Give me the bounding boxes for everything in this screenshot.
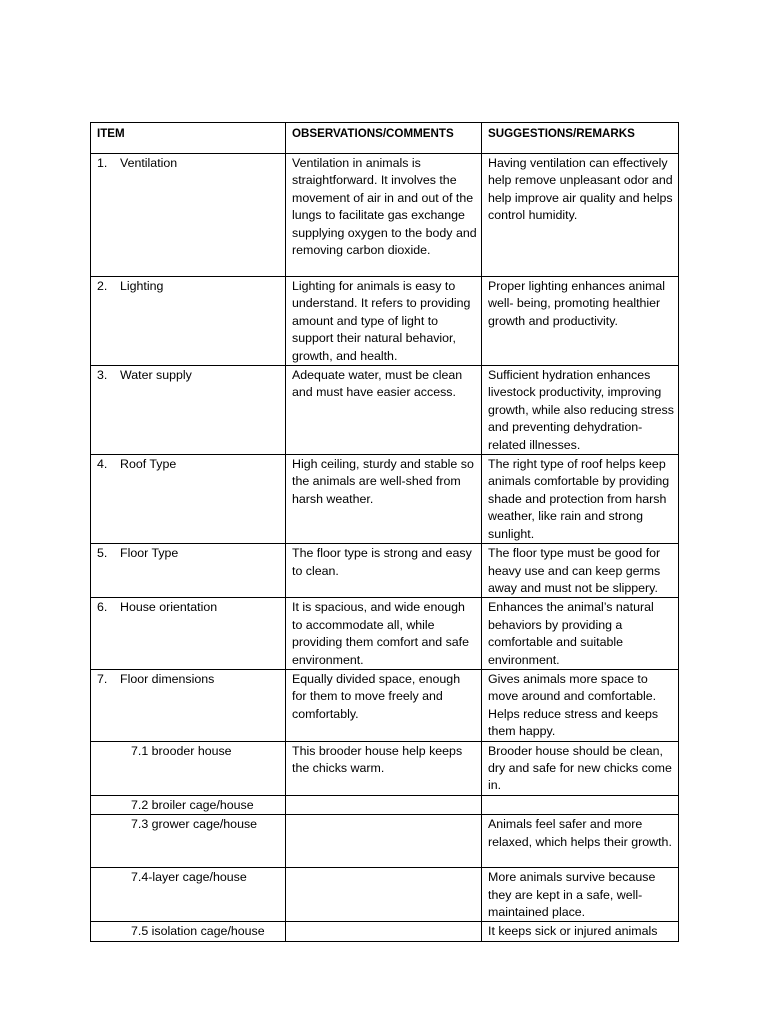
item-cell bbox=[91, 598, 286, 670]
table-row bbox=[91, 544, 679, 598]
observation-cell: High ceiling, sturdy and stable so the animals are well-shed from harsh weather. bbox=[286, 455, 482, 544]
table-row bbox=[91, 669, 679, 741]
item-number: 3. bbox=[97, 368, 108, 383]
item-cell bbox=[91, 455, 286, 544]
item-cell bbox=[91, 366, 286, 455]
sub-row bbox=[91, 868, 679, 922]
sub-item-cell: 7.3 grower cage/house bbox=[91, 815, 286, 868]
item-label: Roof Type bbox=[120, 457, 177, 472]
item-number: 4. bbox=[97, 457, 108, 472]
sub-item-cell: 7.2 broiler cage/house bbox=[91, 795, 286, 814]
item-cell bbox=[91, 544, 286, 598]
item-cell bbox=[91, 154, 286, 277]
header-item: ITEM bbox=[91, 123, 286, 154]
suggestion-cell: The floor type must be good for heavy use and can keep germs away and must not be slippery. bbox=[482, 544, 679, 598]
table-row bbox=[91, 277, 679, 366]
suggestion-cell: Animals feel safer and more relaxed, which helps their growth. bbox=[482, 815, 679, 868]
sub-item-cell: 7.4-layer cage/house bbox=[91, 868, 286, 922]
observation-cell bbox=[286, 795, 482, 814]
suggestion-cell: Brooder house should be clean, dry and safe for new chicks come in. bbox=[482, 741, 679, 795]
observation-cell: This brooder house help keeps the chicks warm. bbox=[286, 741, 482, 795]
item-label: Lighting bbox=[120, 279, 164, 293]
table-row bbox=[91, 154, 679, 277]
observation-cell: Adequate water, must be clean and must have easier access. bbox=[286, 366, 482, 455]
sub-item-cell: 7.1 brooder house bbox=[91, 741, 286, 795]
suggestion-cell: The right type of roof helps keep animals comfortable by providing shade and protection from harsh weather, like rain and strong sunlight. bbox=[482, 455, 679, 544]
item-number: 5. bbox=[97, 546, 108, 561]
header-suggestions: SUGGESTIONS/REMARKS bbox=[482, 123, 679, 154]
suggestion-cell: It keeps sick or injured animals bbox=[482, 922, 679, 941]
item-cell bbox=[91, 669, 286, 741]
table-row bbox=[91, 366, 679, 455]
item-label: Water supply bbox=[120, 368, 192, 383]
item-label: Floor dimensions bbox=[120, 671, 215, 686]
observation-cell bbox=[286, 922, 482, 941]
header-observations: OBSERVATIONS/COMMENTS bbox=[286, 123, 482, 154]
item-label: House orientation bbox=[120, 600, 218, 615]
sub-row bbox=[91, 815, 679, 868]
sub-row bbox=[91, 741, 679, 795]
observation-cell: Ventilation in animals is straightforward. It involves the movement of air in and out of the lungs to facilitate gas exchange supplying oxygen to the body and removing carbon dioxide. bbox=[286, 154, 482, 277]
inspection-table bbox=[90, 122, 679, 942]
item-cell bbox=[91, 277, 286, 366]
suggestion-cell: Gives animals more space to move around and comfortable. Helps reduce stress and keeps them happy. bbox=[482, 669, 679, 741]
observation-cell: Lighting for animals is easy to understand. It refers to providing amount and type of light to support their natural behavior, growth, and health. bbox=[286, 277, 482, 366]
header-row bbox=[91, 123, 679, 154]
suggestion-cell: Having ventilation can effectively help remove unpleasant odor and help improve air quality and helps control humidity. bbox=[482, 154, 679, 277]
suggestion-cell: Sufficient hydration enhances livestock productivity, improving growth, while also reducing stress and preventing dehydration-related illnesses. bbox=[482, 366, 679, 455]
suggestion-cell: More animals survive because they are kept in a safe, well-maintained place. bbox=[482, 868, 679, 922]
sub-row bbox=[91, 922, 679, 941]
observation-cell bbox=[286, 868, 482, 922]
sub-row bbox=[91, 795, 679, 814]
item-number: 7. bbox=[97, 671, 108, 686]
observation-cell: Equally divided space, enough for them to move freely and comfortably. bbox=[286, 669, 482, 741]
table-row bbox=[91, 455, 679, 544]
suggestion-cell: Proper lighting enhances animal well- being, promoting healthier growth and productivity. bbox=[482, 277, 679, 366]
table-row bbox=[91, 598, 679, 670]
observation-cell: The floor type is strong and easy to clean. bbox=[286, 544, 482, 598]
suggestion-cell bbox=[482, 795, 679, 814]
item-label: Floor Type bbox=[120, 546, 179, 561]
item-label: Ventilation bbox=[120, 156, 178, 170]
suggestion-cell: Enhances the animal’s natural behaviors by providing a comfortable and suitable environment. bbox=[482, 598, 679, 670]
item-number: 6. bbox=[97, 600, 108, 615]
item-number: 2. bbox=[97, 279, 108, 293]
observation-cell: It is spacious, and wide enough to accommodate all, while providing them comfort and safe environment. bbox=[286, 598, 482, 670]
item-number: 1. bbox=[97, 156, 108, 170]
observation-cell bbox=[286, 815, 482, 868]
sub-item-cell: 7.5 isolation cage/house bbox=[91, 922, 286, 941]
